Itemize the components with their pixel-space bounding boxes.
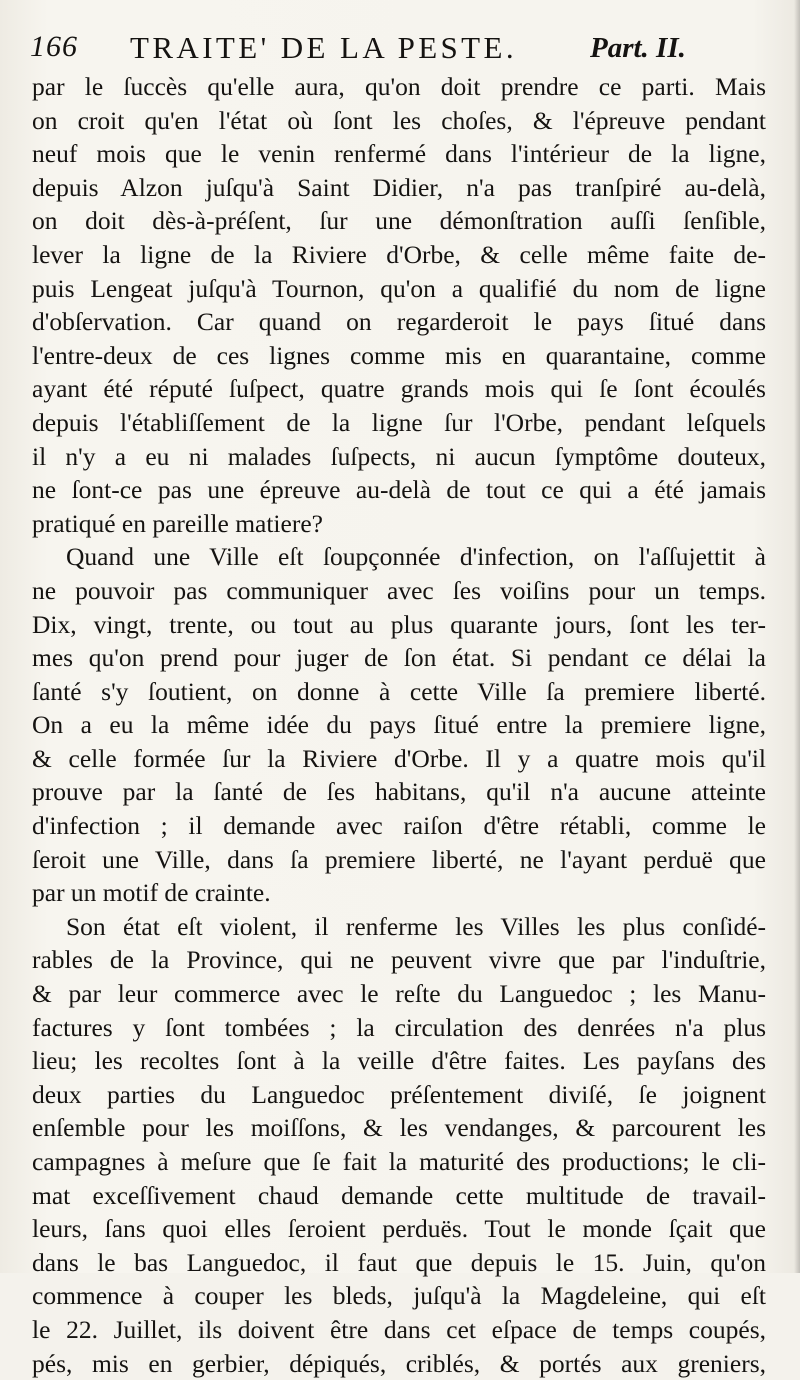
text-line: ſanté s'y ſoutient, on donne à cette Ville ſa premiere liberté. (32, 676, 766, 706)
text-line: puis Lengeat juſqu'à Tournon, qu'on a qualifié du nom de ligne (32, 273, 766, 303)
text-line: par un motif de crainte. (32, 878, 271, 908)
paragraph-3 (32, 910, 766, 1380)
text-line: deux parties du Languedoc préſentement diviſé, ſe joignent (32, 1079, 766, 1109)
page-header (30, 28, 770, 68)
page-edge-shadow (794, 0, 800, 1273)
text-line: depuis Alzon juſqu'à Saint Didier, n'a pas tranſpiré au-delà, (32, 172, 766, 202)
text-line: leurs, ſans quoi elles ſeroient perduës. Tout le monde ſçait que (32, 1214, 766, 1244)
text-line: pés, mis en gerbier, dépiqués, criblés, & portés aux greniers, (32, 1348, 766, 1378)
text-line: mat exceſſivement chaud demande cette multitude de travail- (32, 1180, 766, 1210)
text-line: ayant été réputé ſuſpect, quatre grands mois qui ſe ſont écoulés (32, 374, 766, 404)
text-line: pratiqué en pareille matiere? (32, 508, 323, 538)
text-line: il n'y a eu ni malades ſuſpects, ni aucun ſymptôme douteux, (32, 441, 766, 471)
text-line: par le ſuccès qu'elle aura, qu'on doit prendre ce parti. Mais (32, 72, 766, 101)
text-line: enſemble pour les moiſſons, & les vendanges, & parcourent les (32, 1113, 766, 1143)
text-line: Dix, vingt, trente, ou tout au plus quarante jours, ſont les ter- (32, 609, 766, 639)
paragraph-1 (32, 70, 766, 540)
text-line: prouve par la ſanté de ſes habitans, qu'il n'a aucune atteinte (32, 777, 766, 807)
text-line: & celle formée ſur la Riviere d'Orbe. Il y a quatre mois qu'il (32, 743, 766, 773)
text-line: lieu; les recoltes ſont à la veille d'être faites. Les payſans des (32, 1046, 766, 1076)
running-title: TRAITE' DE LA PESTE. (130, 30, 518, 65)
text-line: campagnes à meſure que ſe fait la maturité des productions; le cli- (32, 1147, 766, 1176)
body-text (32, 70, 766, 1380)
text-line: Son état eſt violent, il renferme les Villes les plus conſidé- (66, 911, 766, 941)
text-line: rables de la Province, qui ne peuvent vivre que par l'induſtrie, (32, 945, 766, 975)
text-line: mes qu'on prend pour juger de ſon état. Si pendant ce délai la (32, 643, 766, 673)
text-line: Quand une Ville eſt ſoupçonnée d'infection, on l'aſſujettit à (66, 542, 766, 572)
page-number: 166 (30, 30, 78, 63)
part-label: Part. II. (590, 32, 686, 64)
text-line: On a eu la même idée du pays ſitué entre la premiere ligne, (32, 710, 766, 740)
text-line: on croit qu'en l'état où ſont les choſes, & l'épreuve pendant (32, 105, 766, 135)
text-line: l'entre-deux de ces lignes comme mis en quarantaine, comme (32, 340, 766, 370)
paragraph-2 (32, 540, 766, 910)
text-line: ſeroit une Ville, dans ſa premiere liberté, ne l'ayant perduë que (32, 844, 766, 874)
text-line: d'infection ; il demande avec raiſon d'être rétabli, comme le (32, 811, 766, 841)
text-line: d'obſervation. Car quand on regarderoit le pays ſitué dans (32, 307, 766, 337)
text-line: dans le bas Languedoc, il faut que depuis le 15. Juin, qu'on (32, 1247, 766, 1277)
text-line: neuf mois que le venin renfermé dans l'intérieur de la ligne, (32, 139, 766, 169)
text-line: & par leur commerce avec le reſte du Languedoc ; les Manu- (32, 979, 766, 1009)
text-line: commence à couper les bleds, juſqu'à la Magdeleine, qui eſt (32, 1281, 766, 1311)
text-line: lever la ligne de la Riviere d'Orbe, & celle même faite de- (32, 239, 766, 269)
text-line: on doit dès-à-préſent, ſur une démonſtration auſſi ſenſible, (32, 206, 766, 236)
text-line: le 22. Juillet, ils doivent être dans cet eſpace de temps coupés, (32, 1314, 766, 1344)
text-line: ne ſont-ce pas une épreuve au-delà de tout ce qui a été jamais (32, 475, 766, 505)
text-line: depuis l'établiſſement de la ligne ſur l'Orbe, pendant leſquels (32, 407, 766, 437)
text-line: ne pouvoir pas communiquer avec ſes voiſins pour un temps. (32, 575, 766, 605)
text-line: factures y ſont tombées ; la circulation des denrées n'a plus (32, 1012, 766, 1042)
